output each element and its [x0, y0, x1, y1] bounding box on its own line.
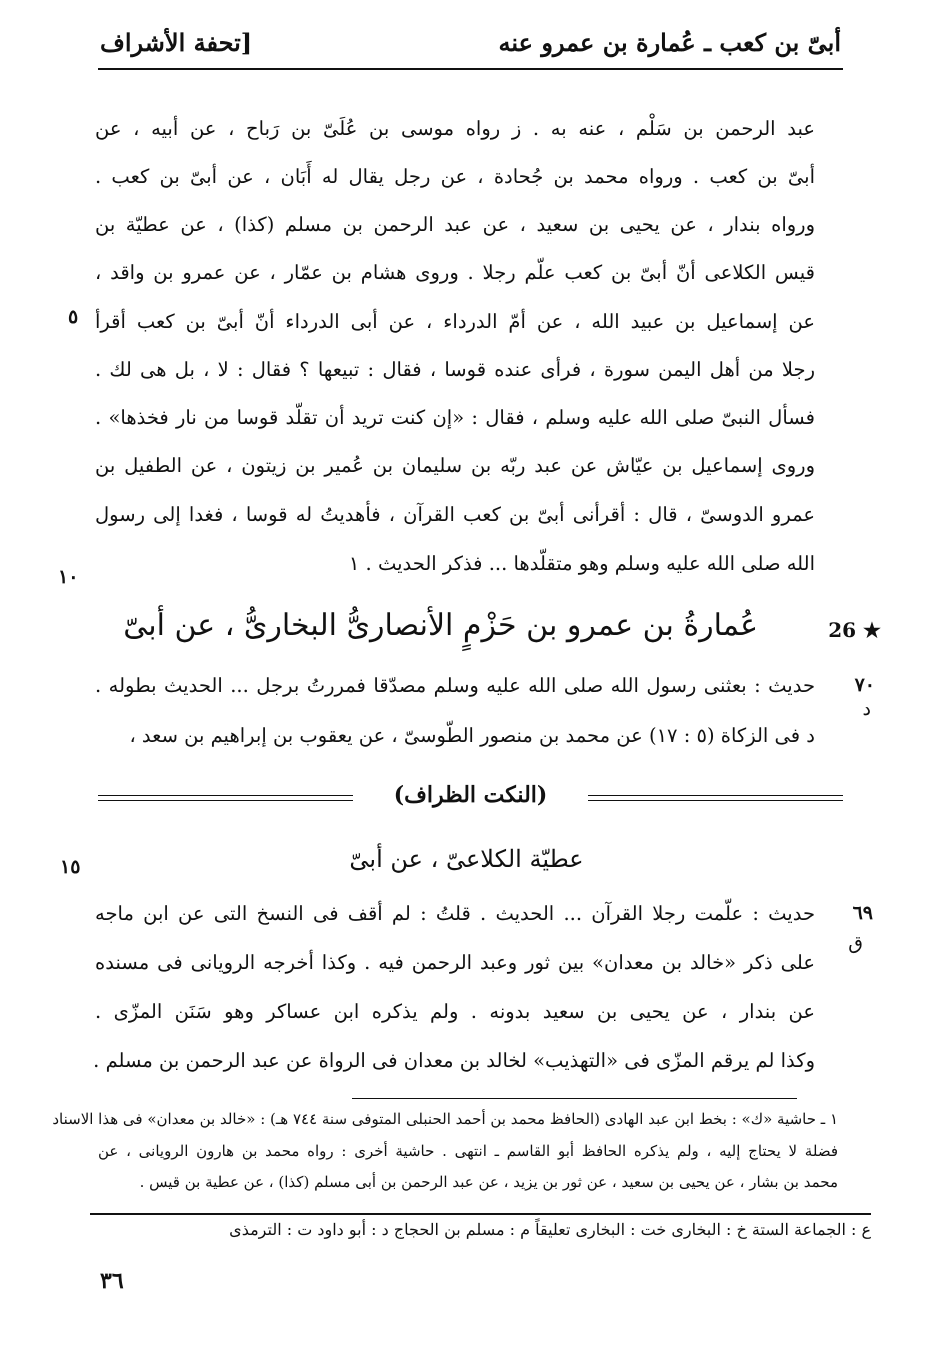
body-line: عبد الرحمن بن سَلْم ، عنه به . ز رواه موسى بن عُلَىّ بن رَباح ، عن أبيه ، عن — [95, 117, 815, 140]
body-line: عن إسماعيل بن عبيد الله ، عن أمّ الدرداء ، عن أبى الدرداء أنّ أبىّ بن كعب أقرأ — [95, 310, 815, 333]
nukat-separator — [98, 782, 843, 812]
hadith-number: ٧٠ — [854, 674, 875, 696]
entry-star-number: 26 ★ — [828, 618, 881, 642]
hadith-line: حديث : بعثنى رسول الله صلى الله عليه وسلم مصدّقا فمررتُ برجل ... الحديث بطوله . — [95, 674, 815, 697]
footnote-rule — [352, 1098, 797, 1099]
nukat-sigla: ق — [848, 932, 863, 954]
nukat-line: وكذا لم يرقم المزّى فى «التهذيب» لخالد بن معدان فى الرواة عن عبد الرحمن بن مسلم . — [93, 1049, 815, 1072]
footnote-line: محمد بن بشار ، عن يحيى بن سعيد ، عن ثور بن يزيد ، عن عبد الرحمن بن أبى مسلم (كذا) ، عن عطية بن قيس . — [139, 1173, 838, 1191]
line-number-10: ١٠ — [58, 566, 79, 588]
line-number-15: ١٥ — [60, 856, 81, 878]
separator-bar-right — [588, 795, 843, 801]
body-line: عمرو الدوسىّ ، قال : أقرأنى أبىّ بن كعب القرآن ، فأهديتُ له قوسا ، فغدا إلى رسول — [95, 503, 815, 526]
abbreviations-rule — [90, 1213, 871, 1215]
nukat-label: (النكت الظراف) — [393, 782, 548, 808]
body-line: وروى إسماعيل بن عيّاش عن عبد ربّه بن سليمان بن عُمير بن زيتون ، عن الطفيل بن — [95, 454, 815, 477]
hadith-sigla: د — [862, 698, 871, 720]
line-number-5: ٥ — [68, 306, 79, 328]
body-line: ورواه بندار ، عن يحيى بن سعيد ، عن عبد الرحمن بن مسلم (كذا) ، عن عطيّة بن — [95, 213, 815, 236]
page-number: ٣٦ — [100, 1268, 124, 1294]
footnote-line: ١ ـ حاشية «ك» : بخط ابن عبد الهادى (الحافظ محمد بن أحمد الحنبلى المتوفى سنة ٧٤٤ هـ) : «خالد بن معدان» فى هذا الاسناد — [52, 1110, 838, 1128]
nukat-line: على ذكر «خالد بن معدان» بين ثور وعبد الرحمن فيه . وكذا أخرجه الرويانى فى مسنده — [95, 951, 815, 974]
body-line: الله صلى الله عليه وسلم وهو متقلّدها ... فذكر الحديث . ١ — [348, 552, 815, 575]
hadith-line: د فى الزكاة (٥ : ١٧) عن محمد بن منصور الطّوسىّ ، عن يعقوب بن إبراهيم بن سعد ، — [129, 724, 815, 747]
body-line: أبىّ بن كعب . ورواه محمد بن جُحادة ، عن رجل يقال له أَبَان ، عن أبىّ بن كعب . — [95, 165, 815, 188]
header-rule — [98, 68, 843, 70]
separator-bar-left — [98, 795, 353, 801]
running-title-right: أبىّ بن كعب ـ عُمارة بن عمرو عنه — [498, 28, 841, 57]
body-line: فسأل النبىّ صلى الله عليه وسلم ، فقال : «إن كنت تريد أن تقلّد قوسا من نار فخذها» . — [95, 406, 815, 429]
running-title-left: [تحفة الأشراف — [100, 28, 253, 57]
nukat-line: عن بندار ، عن يحيى بن سعيد بدونه . ولم يذكره ابن عساكر وهو سَنَن المزّى . — [95, 1000, 815, 1023]
nukat-line: حديث : علّمت رجلا القرآن ... الحديث . قلتُ : لم أقف فى النسخ التى عن ابن ماجه — [95, 902, 815, 925]
footnote-line: فضلة لا يحتاج إليه ، ولم يذكره الحافظ أبو القاسم ـ انتهى . حاشية أخرى : رواه محمد بن هارون الرويانى ، عن — [98, 1142, 838, 1160]
sub-heading: عطيّة الكلاعىّ ، عن أبىّ — [349, 845, 584, 873]
body-line: قيس الكلاعى أنّ أبىّ بن كعب علّم رجلا . وروى هشام بن عمّار ، عن عمرو بن واقد ، — [95, 261, 815, 284]
entry-title: عُمارةُ بن عمرو بن حَزْمٍ الأنصارىُّ البخارىُّ ، عن أبىّ — [123, 608, 758, 643]
nukat-hadith-number: ٦٩ — [852, 902, 873, 924]
body-line: رجلا من أهل اليمن سورة ، فرأى عنده قوسا ، فقال : تبيعها ؟ فقال : لا ، بل هى لك . — [95, 358, 815, 381]
abbreviations-key: ع : الجماعة الستة خ : البخارى خت : البخارى تعليقاً م : مسلم بن الحجاج د : أبو داود ت : الترمذى — [229, 1220, 871, 1239]
